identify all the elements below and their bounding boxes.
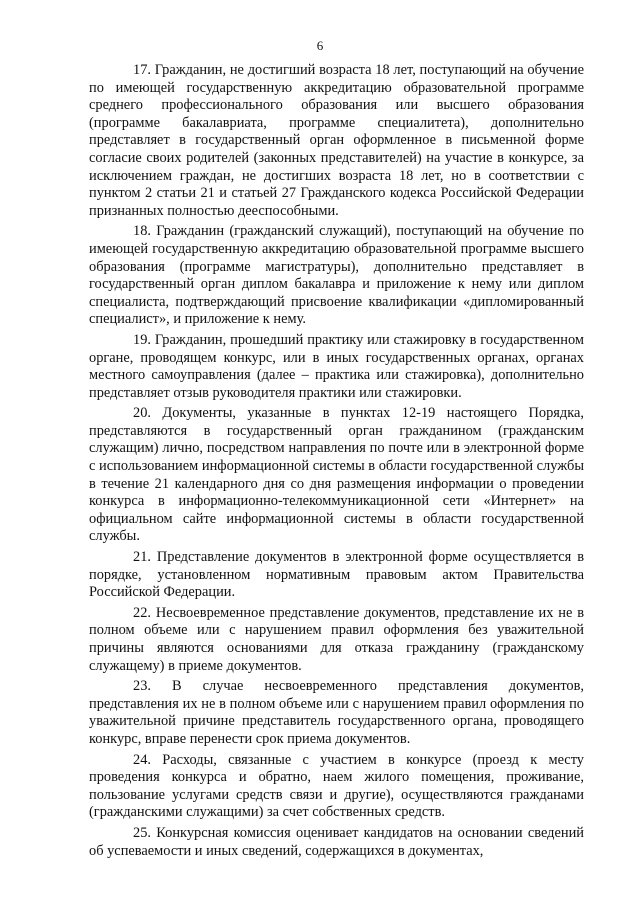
- paragraph-24: 24. Расходы, связанные с участием в конкурсе (проезд к месту проведения конкурса и обратно, наем жилого помещения, проживание, пользование услугами средств связи и другие), осуществляются гражданами (гражданскими служащими) за счет собственных средств.: [89, 751, 584, 821]
- paragraph-19: 19. Гражданин, прошедший практику или стажировку в государственном органе, проводящем конкурс, или в иных государственных органах, органах местного самоуправления (далее – практика или стажировка), дополнительно представляет отзыв руководителя практики или стажировки.: [89, 331, 584, 401]
- paragraph-18: 18. Гражданин (гражданский служащий), поступающий на обучение по имеющей государственную аккредитацию образовательной программе высшего образования (программе магистратуры), дополнительно представляет в государственный орган диплом бакалавра и приложение к нему или диплом специалиста, подтверждающий присвоение квалификации «дипломированный специалист», и приложение к нему.: [89, 223, 584, 328]
- paragraph-22: 22. Несвоевременное представление документов, представление их не в полном объеме или с нарушением правил оформления без уважительной причины являются основаниями для отказа гражданину (гражданскому служащему) в приеме документов.: [89, 604, 584, 674]
- paragraph-17: 17. Гражданин, не достигший возраста 18 лет, поступающий на обучение по имеющей государственную аккредитацию образовательной программе среднего профессионального образования или высшего образования (программе бакалавриата, программе специалитета), дополнительно представляет в государственный орган оформленное в письменной форме согласие своих родителей (законных представителей) на участие в конкурсе, за исключением граждан, не достигших возраста 18 лет, но в соответствии с пунктом 2 статьи 21 и статьей 27 Гражданского кодекса Российской Федерации признанных полностью дееспособными.: [89, 62, 584, 219]
- page-number: 6: [316, 38, 324, 53]
- paragraph-23: 23. В случае несвоевременного представления документов, представления их не в полном объеме или с нарушением правил оформления по уважительной причине представитель государственного органа, проводящего конкурс, вправе перенести срок приема документов.: [89, 678, 584, 747]
- document-body: [89, 62, 584, 860]
- paragraph-20: 20. Документы, указанные в пунктах 12-19 настоящего Порядка, представляются в государственный орган гражданином (гражданским служащим) лично, посредством направления по почте или в электронной форме с использованием информационной системы в области государственной службы в течение 21 календарного дня со дня размещения информации о проведении конкурса в информационно-телекоммуникационной сети «Интернет» на официальном сайте информационной системы в области государственной службы.: [89, 405, 584, 545]
- paragraph-25: 25. Конкурсная комиссия оценивает кандидатов на основании сведений об успеваемости и иных сведений, содержащихся в документах,: [89, 824, 584, 859]
- paragraph-21: 21. Представление документов в электронной форме осуществляется в порядке, установленном нормативным правовым актом Правительства Российской Федерации.: [89, 549, 584, 601]
